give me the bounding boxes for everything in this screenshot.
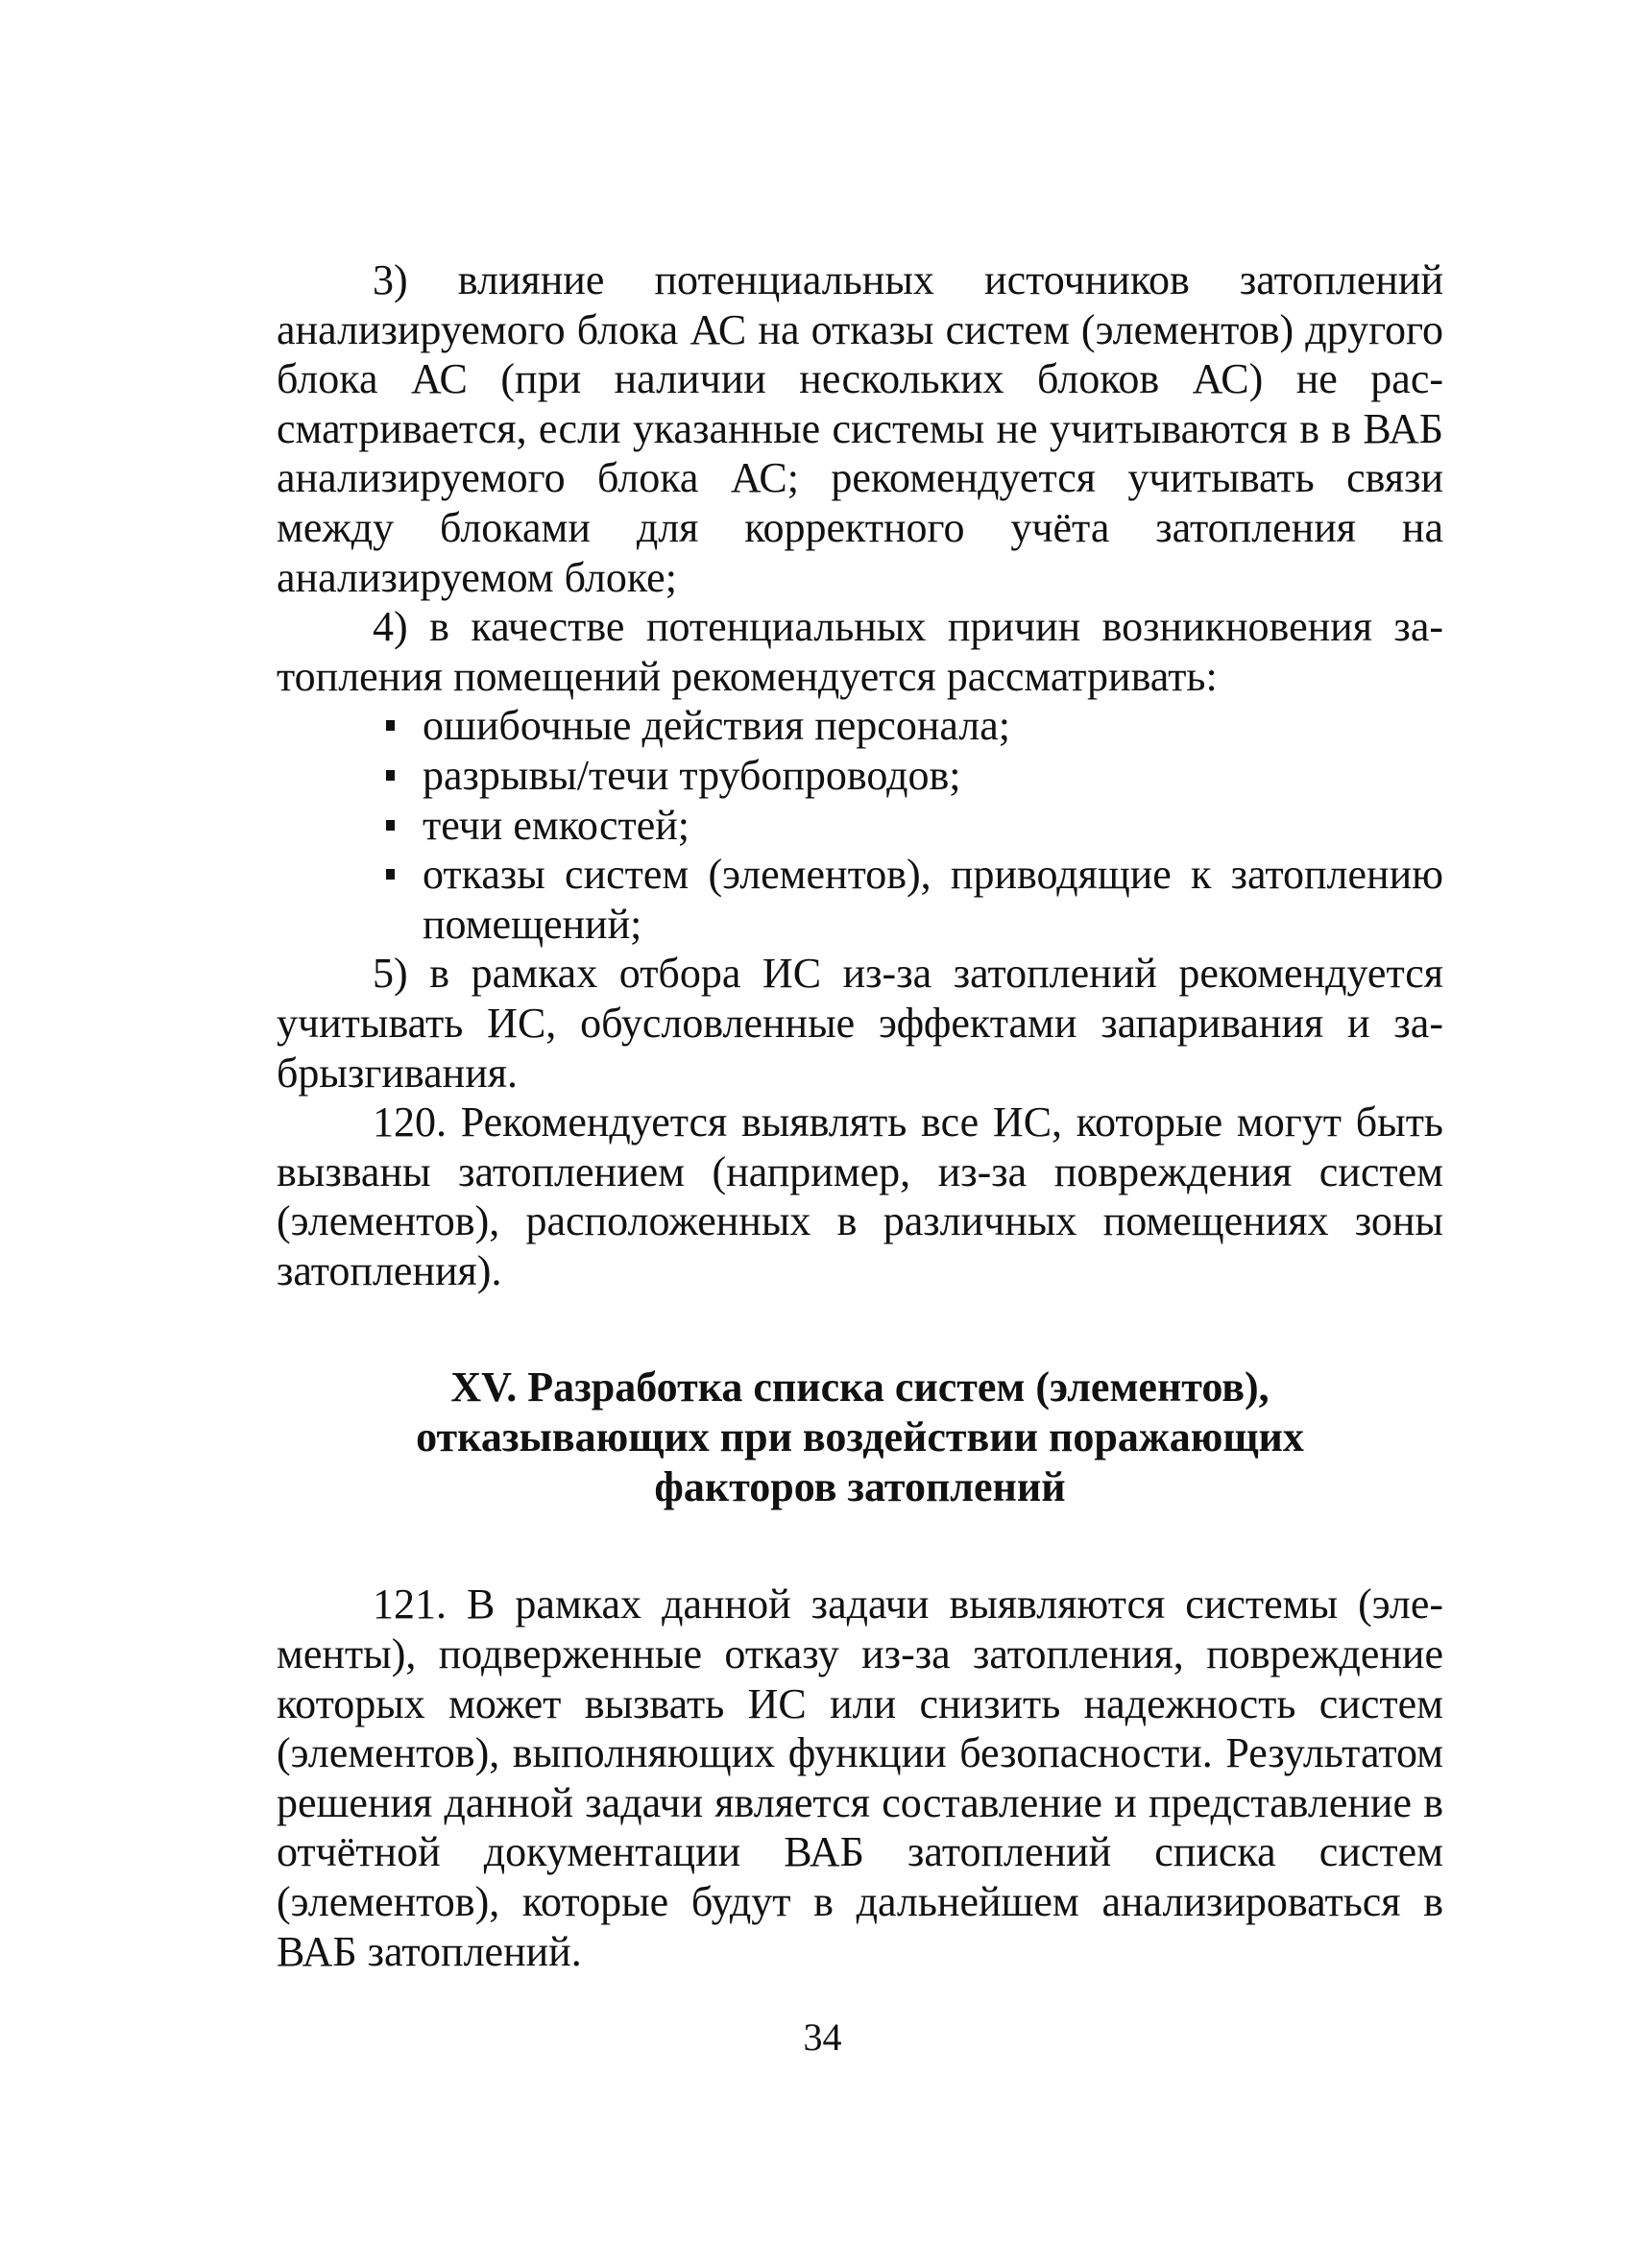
- bullet-icon: [386, 820, 395, 831]
- paragraph-item-5: 5) в рамках отбора ИС из-за затоплений рекомендуется учитывать ИС, обусловленные эффектами запаривания и забрызгивания.: [277, 950, 1443, 1097]
- bullet-icon: [386, 770, 395, 781]
- page-number: 34: [803, 2015, 842, 2059]
- list-item: [423, 751, 1443, 801]
- bullet-icon: [386, 869, 395, 880]
- section-title: [277, 1295, 1443, 1580]
- list-item-text: течи емкостей;: [423, 801, 690, 849]
- paragraph-121: 121. В рамках данной задачи выявляются системы (элементы), подверженные отказу из-за затопления, повреждение которых может вызвать ИС или снизить надежность систем (элементов), выполняющих функции безопасности. Результатом решения данной задачи является составление и представление в отчётной документации ВАБ затоплений списка систем (элементов), которые будут в дальнейшем анализироваться в ВАБ затоплений.: [277, 1580, 1443, 1975]
- section-title-line: XV. Разработка списка систем (элементов),: [450, 1363, 1270, 1411]
- paragraph-item-4: 4) в качестве потенциальных причин возникновения затопления помещений рекомендуется рассматривать:: [277, 603, 1443, 700]
- list-item-text: разрывы/течи трубопроводов;: [423, 751, 961, 799]
- section-title-line: факторов затоплений: [654, 1463, 1066, 1511]
- paragraph-item-3: 3) влияние потенциальных источников затоплений анализируемого блока АС на отказы систем (элементов) другого блока АС (при наличии нескольких блоков АС) не рассматривается, если указанные системы не учитываются в в ВАБ анализируемого блока АС; рекомендуется учитывать связи между блоками для корректного учёта затопления на анализируемом блоке;: [277, 256, 1443, 601]
- paragraph-120: 120. Рекомендуется выявлять все ИС, которые могут быть вызваны затоплением (например, из-за повреждения систем (элементов), расположенных в различных помещениях зоны затопления).: [277, 1098, 1443, 1294]
- document-page: [277, 255, 1443, 1976]
- list-item-text: отказы систем (элементов), приводящие к затоплению помещений;: [423, 851, 1443, 948]
- list-item-text: ошибочные действия персонала;: [423, 702, 1011, 750]
- list-item: [423, 801, 1443, 851]
- bullet-icon: [386, 720, 395, 731]
- list-item: [423, 850, 1443, 949]
- bullet-list: [277, 701, 1443, 949]
- section-title-line: отказывающих при воздействии поражающих: [416, 1413, 1304, 1461]
- list-item: [423, 701, 1443, 751]
